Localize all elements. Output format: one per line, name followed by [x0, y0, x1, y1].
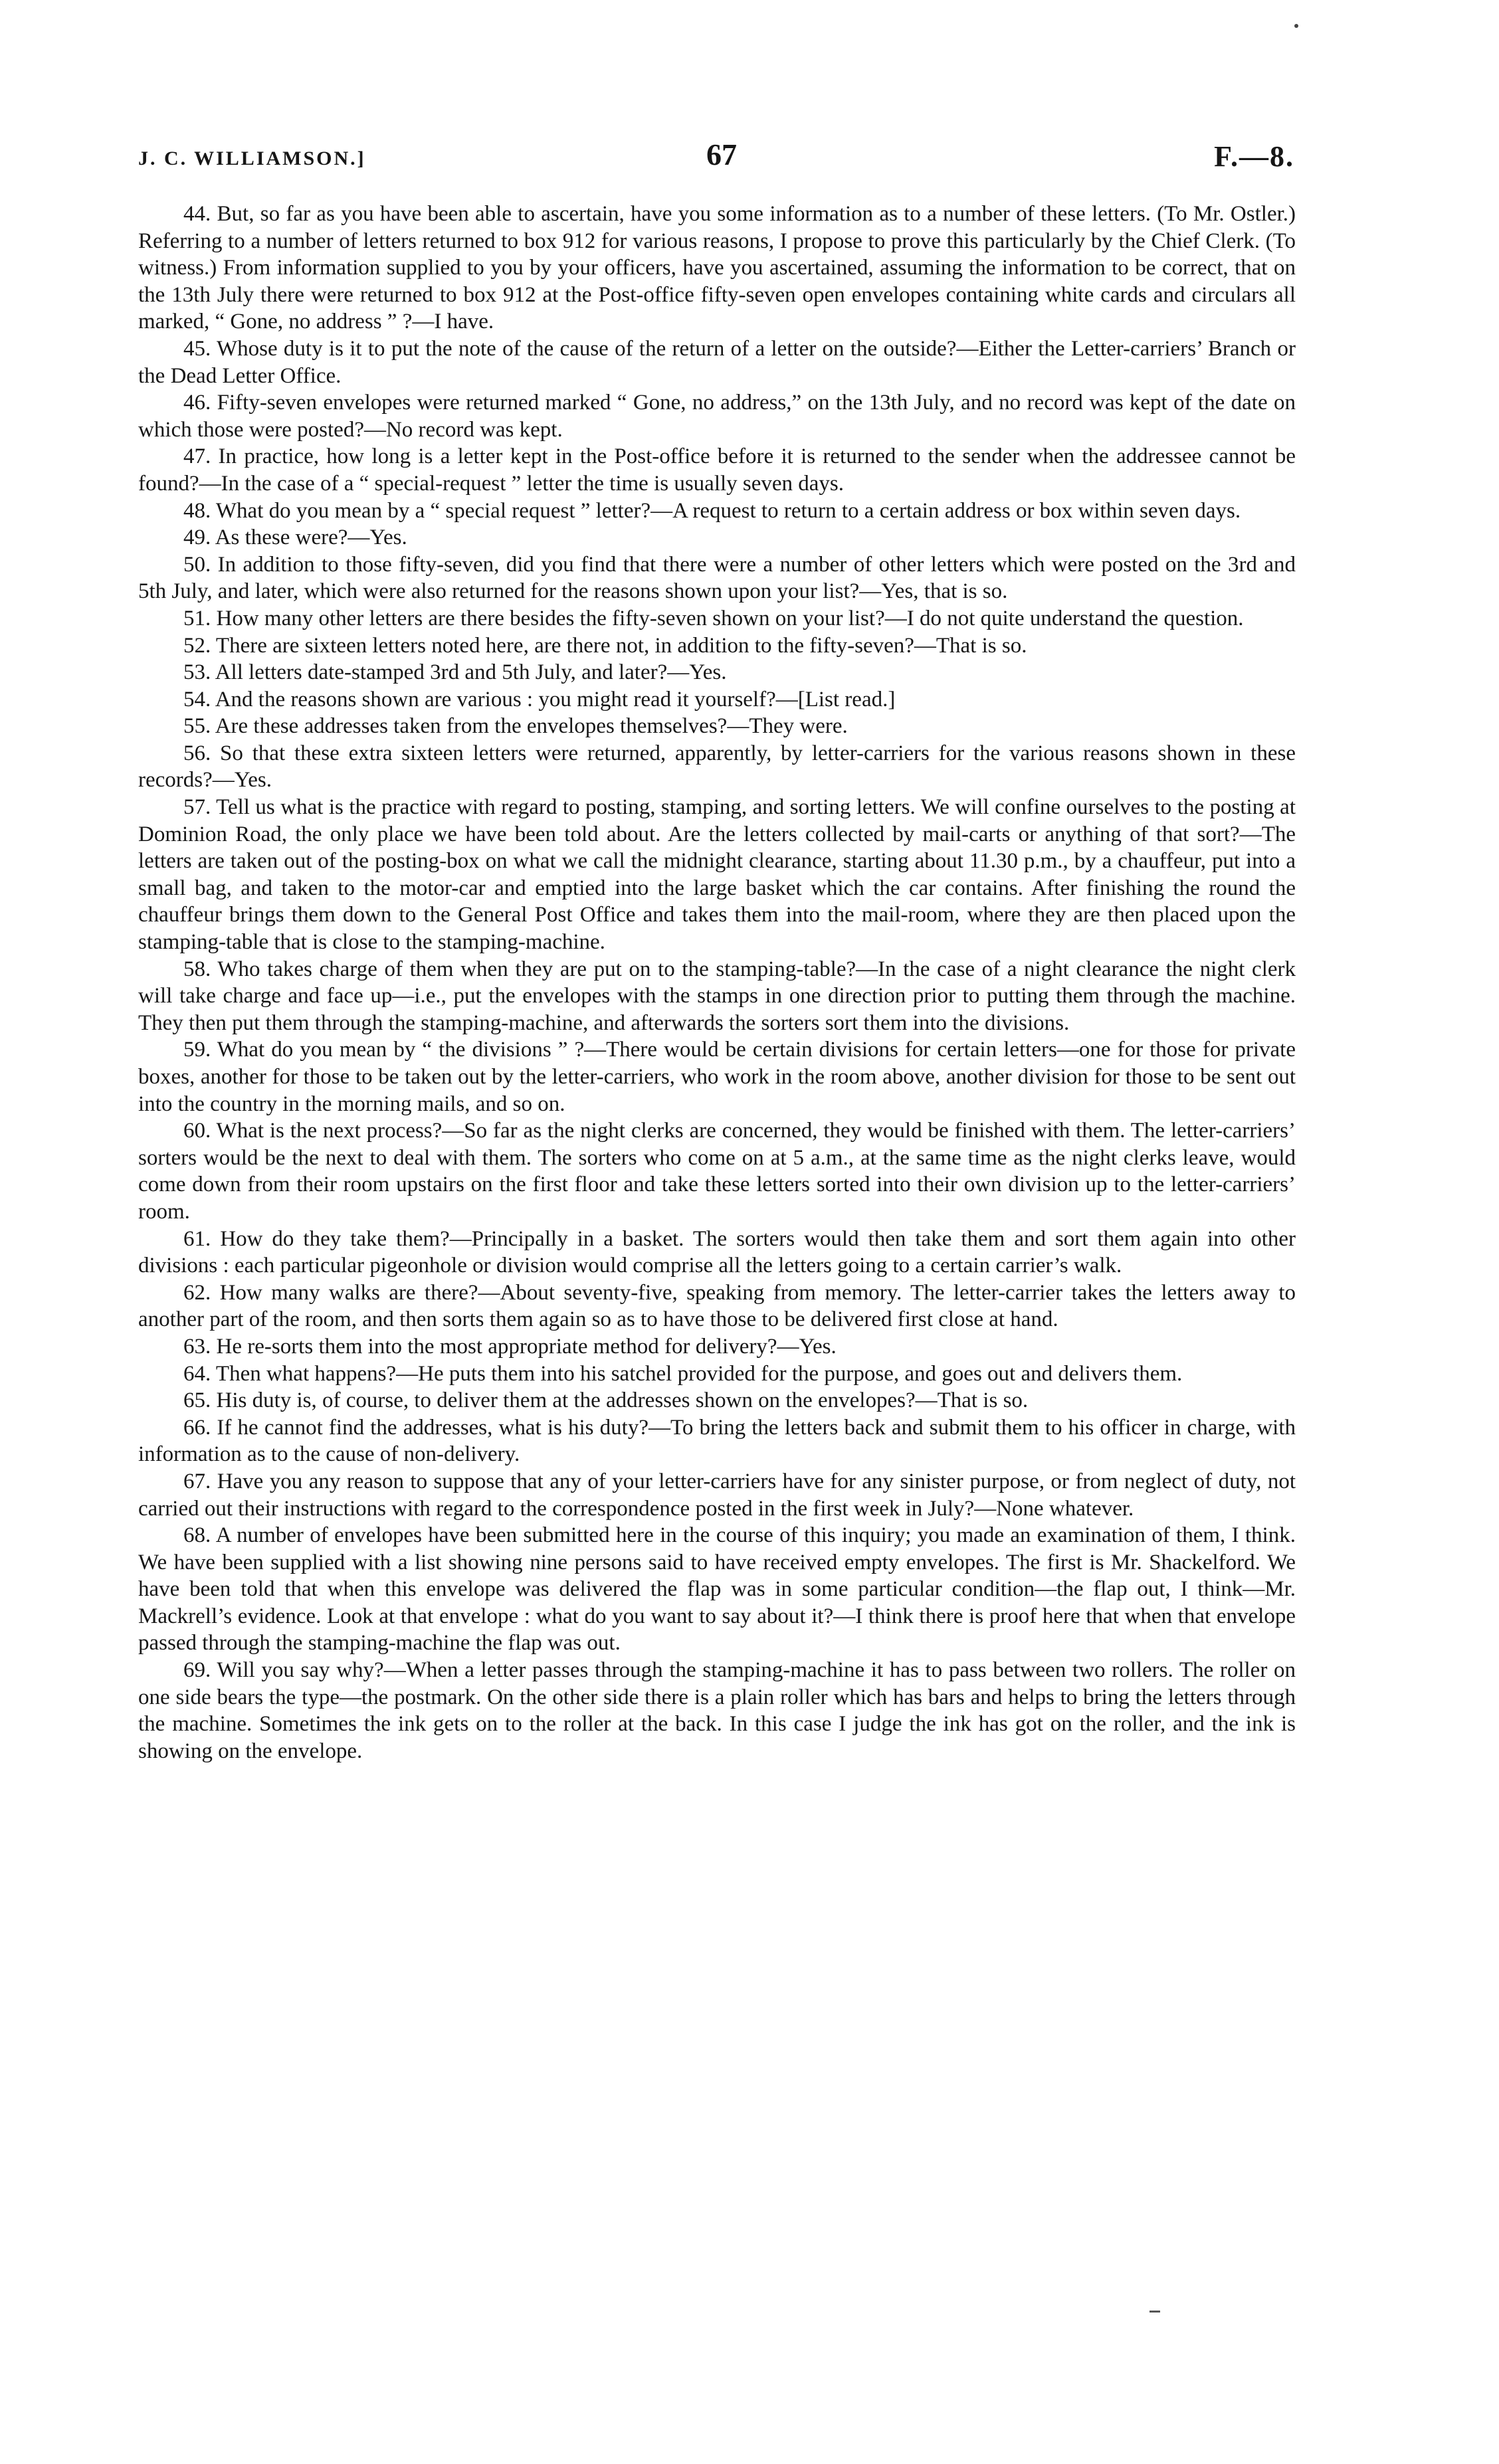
question-paragraph [138, 551, 1296, 605]
question-text: Will you say why?—When a letter passes through the stamping-machine it has to pass between two rollers. The roller on one side bears the type—the postmark. On the other side there is a plain roller which has bars and helps to bring the letters through the machine. Sometimes the ink gets on to the roller at the back. In this case I judge the ink has got on the roller, and the ink is showing on the envelope. [138, 1658, 1296, 1763]
question-number: 55. [183, 714, 211, 739]
question-paragraph [138, 498, 1296, 525]
question-number: 57. [183, 795, 211, 820]
question-text: But, so far as you have been able to ascertain, have you some information as to a number of these letters. (To Mr. Ostler.) Referring to a number of letters returned to box 912 for various reasons, I propose to prove this particularly by the Chief Clerk. (To witness.) From information supplied to you by your officers, have you ascertained, assuming the information to be correct, that on the 13th July there were returned to box 912 at the Post-office fifty-seven open envelopes containing white cards and circulars all marked, “ Gone, no address ” ?—I have. [138, 202, 1296, 334]
question-number: 68. [183, 1523, 211, 1548]
question-text: Are these addresses taken from the envelopes themselves?—They were. [215, 714, 848, 739]
question-paragraph [138, 443, 1296, 497]
question-number: 67. [183, 1469, 211, 1493]
question-number: 66. [183, 1415, 211, 1440]
question-text: How many other letters are there besides the fifty-seven shown on your list?—I do not quite understand the question. [216, 606, 1244, 630]
question-number: 56. [183, 741, 211, 765]
question-number: 48. [183, 498, 211, 523]
question-text: How many walks are there?—About seventy-five, speaking from memory. The letter-carrier takes the letters away to another part of the room, and then sorts them again so as to have those to be delivered first close at hand. [138, 1280, 1296, 1332]
question-number: 52. [183, 633, 211, 658]
question-number: 53. [183, 660, 211, 685]
question-text: What do you mean by a “ special request ” letter?—A request to return to a certain address or box within seven days. [215, 498, 1241, 523]
question-paragraph [138, 389, 1296, 443]
header-paper-ref: F.—8. [1214, 140, 1294, 173]
page-header [138, 133, 1294, 186]
question-paragraph [138, 1522, 1296, 1657]
question-paragraph [138, 794, 1296, 956]
question-paragraph [138, 956, 1296, 1037]
question-paragraph [138, 632, 1296, 660]
question-text: And the reasons shown are various : you might read it yourself?—[List read.] [215, 687, 896, 711]
question-text: A number of envelopes have been submitted here in the course of this inquiry; you made an examination of them, I think. We have been supplied with a list showing nine persons said to have received empty envelopes. The first is Mr. Shackelford. We have been told that when this envelope was delivered the flap was in some particular condition—the flap out, I think—Mr. Mackrell’s evidence. Look at that envelope : what do you want to say about it?—I think there is proof here that when that envelope passed through the stamping-machine the flap was out. [138, 1523, 1296, 1656]
question-number: 47. [183, 444, 211, 469]
question-text: How do they take them?—Principally in a basket. The sorters would then take them and sort them again into other divisions : each particular pigeonhole or division would comprise all the letters going to a certain carrier’s walk. [138, 1226, 1296, 1278]
question-paragraph [138, 1036, 1296, 1117]
question-text: In addition to those fifty-seven, did you find that there were a number of other letters which were posted on the 3rd and 5th July, and later, which were also returned for the reasons shown upon your list?—Yes, that is so. [138, 552, 1296, 604]
header-witness-name: J. C. WILLIAMSON.] [138, 147, 366, 169]
question-text: In practice, how long is a letter kept in the Post-office before it is returned to the sender when the addressee cannot be found?—In the case of a “ special-request ” letter the time is usually seven days. [138, 444, 1296, 496]
question-number: 69. [183, 1658, 211, 1683]
question-paragraph [138, 1387, 1296, 1414]
question-number: 64. [183, 1361, 211, 1386]
question-text: What is the next process?—So far as the night clerks are concerned, they would be finished with them. The letter-carriers’ sorters would be the next to deal with them. The sorters who come on at 5 a.m., at the same time as the night clerks leave, would come down from their room upstairs on the first floor and take these letters sorted into their own division up to the letter-carriers’ room. [138, 1119, 1296, 1224]
question-number: 61. [183, 1226, 211, 1251]
question-text: He re-sorts them into the most appropriate method for delivery?—Yes. [216, 1334, 837, 1359]
question-number: 51. [183, 606, 211, 630]
question-number: 65. [183, 1388, 211, 1413]
question-number: 45. [183, 336, 211, 361]
question-paragraph [138, 1333, 1296, 1361]
question-text: All letters date-stamped 3rd and 5th July, and later?—Yes. [215, 660, 727, 685]
question-number: 59. [183, 1038, 211, 1062]
question-paragraph [138, 605, 1296, 632]
scan-speck [1294, 24, 1298, 28]
question-paragraph [138, 1657, 1296, 1764]
question-number: 49. [183, 525, 211, 550]
question-paragraph [138, 740, 1296, 794]
question-text: As these were?—Yes. [215, 525, 407, 550]
question-paragraph [138, 659, 1296, 686]
question-text: Whose duty is it to put the note of the cause of the return of a letter on the outside?—Either the Letter-carriers’ Branch or the Dead Letter Office. [138, 336, 1296, 388]
question-text: If he cannot find the addresses, what is his duty?—To bring the letters back and submit them to his officer in charge, with information as to the cause of non-delivery. [138, 1415, 1296, 1467]
question-paragraph [138, 686, 1296, 713]
question-paragraph [138, 335, 1296, 389]
question-number: 58. [183, 957, 211, 981]
question-number: 44. [183, 202, 211, 226]
question-paragraph [138, 201, 1296, 335]
question-text: What do you mean by “ the divisions ” ?—There would be certain divisions for certain letters—one for those for private boxes, another for those to be taken out by the letter-carriers, who work in the room above, another division for those to be sent out into the country in the morning mails, and so on. [138, 1038, 1296, 1116]
question-text: There are sixteen letters noted here, are there not, in addition to the fifty-seven?—That is so. [215, 633, 1027, 658]
question-paragraph [138, 1361, 1296, 1388]
question-paragraph [138, 1279, 1296, 1333]
question-text: Then what happens?—He puts them into his satchel provided for the purpose, and goes out and delivers them. [215, 1361, 1183, 1386]
scan-mark [1149, 2311, 1160, 2313]
question-number: 62. [183, 1280, 211, 1305]
testimony-body [138, 201, 1296, 1764]
question-paragraph [138, 1117, 1296, 1225]
page-number: 67 [706, 138, 737, 171]
question-paragraph [138, 713, 1296, 740]
question-text: So that these extra sixteen letters were returned, apparently, by letter-carriers for the various reasons shown in these records?—Yes. [138, 741, 1296, 793]
question-text: Tell us what is the practice with regard to posting, stamping, and sorting letters. We will confine ourselves to the posting at Dominion Road, the only place we have been told about. Are the letters collected by mail-carts or anything of that sort?—The letters are taken out of the posting-box on what we call the midnight clearance, starting about 11.30 p.m., by a chauffeur, put into a small bag, and taken to the motor-car and emptied into the large basket which the car contains. After finishing the round the chauffeur brings them down to the General Post Office and takes them into the mail-room, where they are then placed upon the stamping-table that is close to the stamping-machine. [138, 795, 1296, 955]
question-text: Have you any reason to suppose that any of your letter-carriers have for any sinister purpose, or from neglect of duty, not carried out their instructions with regard to the correspondence posted in the first week in July?—None whatever. [138, 1469, 1296, 1521]
question-number: 50. [183, 552, 211, 577]
question-paragraph [138, 1468, 1296, 1522]
question-number: 54. [183, 687, 211, 711]
question-number: 63. [183, 1334, 211, 1359]
question-number: 46. [183, 391, 211, 415]
question-text: Fifty-seven envelopes were returned marked “ Gone, no address,” on the 13th July, and no record was kept of the date on which those were posted?—No record was kept. [138, 391, 1296, 442]
question-text: His duty is, of course, to deliver them at the addresses shown on the envelopes?—That is so. [216, 1388, 1029, 1413]
question-text: Who takes charge of them when they are put on to the stamping-table?—In the case of a night clearance the night clerk will take charge and face up—i.e., put the envelopes with the stamps in one direction prior to putting them through the machine. They then put them through the stamping-machine, and afterwards the sorters sort them into the divisions. [138, 957, 1296, 1035]
question-paragraph [138, 524, 1296, 551]
question-paragraph [138, 1414, 1296, 1468]
question-paragraph [138, 1226, 1296, 1279]
question-number: 60. [183, 1119, 211, 1143]
